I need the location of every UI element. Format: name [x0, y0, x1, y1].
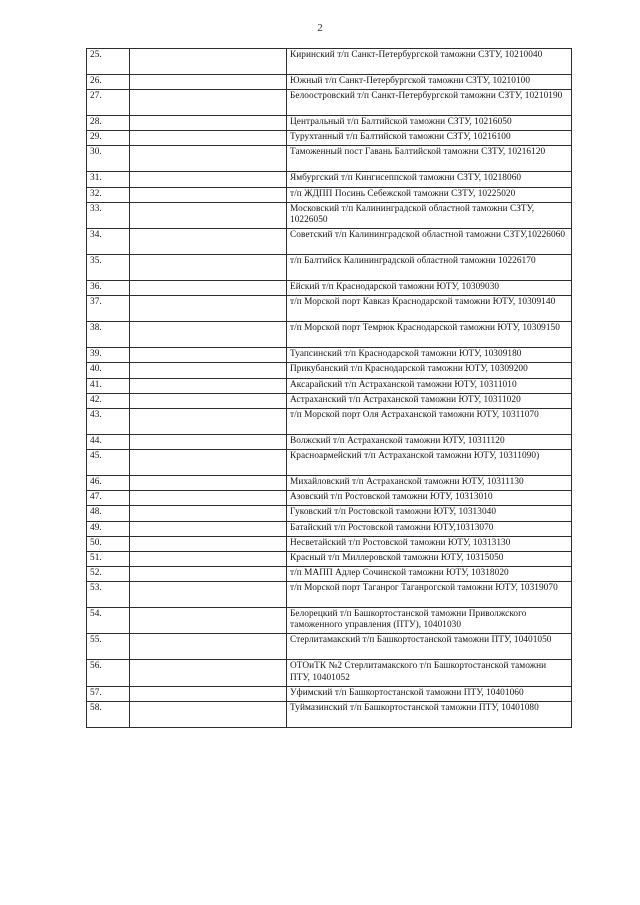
table-cell-description: Аксарайский т/п Астраханской таможни ЮТУ, 10311010 — [287, 378, 572, 393]
table-cell-number: 52. — [87, 566, 130, 581]
registry-table — [86, 48, 572, 728]
table-cell-blank — [130, 660, 287, 686]
table-cell-blank — [130, 582, 287, 608]
table-cell-blank — [130, 172, 287, 187]
table-row — [87, 686, 572, 701]
table-cell-description: ОТОиТК №2 Стерлитамакского т/п Башкортостанской таможни ПТУ, 10401052 — [287, 660, 572, 686]
table-cell-description: Центральный т/п Балтийской таможни СЗТУ, 10216050 — [287, 116, 572, 131]
table-cell-blank — [130, 608, 287, 634]
table-cell-number: 53. — [87, 582, 130, 608]
table-cell-blank — [130, 393, 287, 408]
table-row — [87, 322, 572, 348]
table-cell-description: Киринский т/п Санкт-Петербургской таможни СЗТУ, 10210040 — [287, 49, 572, 75]
table-cell-blank — [130, 187, 287, 202]
table-row — [87, 634, 572, 660]
table-cell-blank — [130, 566, 287, 581]
table-cell-description: Ямбургский т/п Кингисеппской таможни СЗТУ, 10218060 — [287, 172, 572, 187]
table-cell-number: 25. — [87, 49, 130, 75]
table-cell-description: т/п Морской порт Кавказ Краснодарской таможни ЮТУ, 10309140 — [287, 296, 572, 322]
table-row — [87, 551, 572, 566]
table-row — [87, 566, 572, 581]
table-cell-number: 30. — [87, 146, 130, 172]
table-cell-blank — [130, 434, 287, 449]
table-cell-description: Белорецкий т/п Башкортостанской таможни Приволжского таможенного управления (ПТУ), 10401030 — [287, 608, 572, 634]
table-cell-blank — [130, 49, 287, 75]
table-row — [87, 348, 572, 363]
table-row — [87, 187, 572, 202]
table-cell-blank — [130, 116, 287, 131]
table-cell-blank — [130, 363, 287, 378]
table-cell-number: 42. — [87, 393, 130, 408]
table-cell-number: 46. — [87, 476, 130, 491]
table-cell-number: 55. — [87, 634, 130, 660]
table-cell-description: Стерлитамакский т/п Башкортостанской таможни ПТУ, 10401050 — [287, 634, 572, 660]
table-row — [87, 146, 572, 172]
table-cell-description: Южный т/п Санкт-Петербургской таможни СЗТУ, 10210100 — [287, 75, 572, 90]
table-cell-blank — [130, 551, 287, 566]
table-row — [87, 90, 572, 116]
table-cell-number: 40. — [87, 363, 130, 378]
table-cell-blank — [130, 408, 287, 434]
table-cell-description: т/п ЖДПП Посинь Себежской таможни СЗТУ, 10225020 — [287, 187, 572, 202]
table-cell-number: 35. — [87, 255, 130, 281]
table-row — [87, 521, 572, 536]
table-row — [87, 378, 572, 393]
table-cell-number: 56. — [87, 660, 130, 686]
table-cell-blank — [130, 90, 287, 116]
table-row — [87, 281, 572, 296]
table-cell-blank — [130, 491, 287, 506]
table-row — [87, 701, 572, 727]
table-row — [87, 506, 572, 521]
page-number: 2 — [317, 22, 323, 34]
table-cell-number: 58. — [87, 701, 130, 727]
table-cell-number: 57. — [87, 686, 130, 701]
table-cell-blank — [130, 131, 287, 146]
table-cell-number: 49. — [87, 521, 130, 536]
table-cell-description: Гуковский т/п Ростовской таможни ЮТУ, 10313040 — [287, 506, 572, 521]
registry-table-container — [86, 48, 566, 728]
table-cell-blank — [130, 322, 287, 348]
table-cell-number: 34. — [87, 229, 130, 255]
table-cell-description: Уфимский т/п Башкортостанской таможни ПТУ, 10401060 — [287, 686, 572, 701]
table-row — [87, 296, 572, 322]
table-cell-number: 44. — [87, 434, 130, 449]
table-cell-blank — [130, 255, 287, 281]
table-cell-blank — [130, 296, 287, 322]
table-cell-number: 36. — [87, 281, 130, 296]
table-cell-description: Туймазинский т/п Башкортостанской таможни ПТУ, 10401080 — [287, 701, 572, 727]
table-row — [87, 116, 572, 131]
table-cell-number: 41. — [87, 378, 130, 393]
table-cell-description: Таможенный пост Гавань Балтийской таможни СЗТУ, 10216120 — [287, 146, 572, 172]
table-row — [87, 434, 572, 449]
table-cell-number: 29. — [87, 131, 130, 146]
table-cell-description: Советский т/п Калининградской областной таможни СЗТУ,10226060 — [287, 229, 572, 255]
table-cell-description: Волжский т/п Астраханской таможни ЮТУ, 10311120 — [287, 434, 572, 449]
table-cell-description: Прикубанский т/п Краснодарской таможни ЮТУ, 10309200 — [287, 363, 572, 378]
table-cell-description: Турухтанный т/п Балтийской таможни СЗТУ, 10216100 — [287, 131, 572, 146]
table-cell-blank — [130, 536, 287, 551]
table-cell-blank — [130, 701, 287, 727]
table-cell-description: Белоостровский т/п Санкт-Петербургской таможни СЗТУ, 10210190 — [287, 90, 572, 116]
table-row — [87, 476, 572, 491]
table-cell-number: 47. — [87, 491, 130, 506]
table-cell-description: т/п МАПП Адлер Сочинской таможни ЮТУ, 10318020 — [287, 566, 572, 581]
table-cell-description: т/п Морской порт Оля Астраханской таможни ЮТУ, 10311070 — [287, 408, 572, 434]
table-cell-blank — [130, 229, 287, 255]
table-cell-blank — [130, 450, 287, 476]
table-cell-number: 39. — [87, 348, 130, 363]
table-row — [87, 408, 572, 434]
table-cell-description: Ейский т/п Краснодарской таможни ЮТУ, 10309030 — [287, 281, 572, 296]
table-cell-number: 51. — [87, 551, 130, 566]
table-row — [87, 75, 572, 90]
table-cell-description: Несветайский т/п Ростовской таможни ЮТУ, 10313130 — [287, 536, 572, 551]
table-row — [87, 660, 572, 686]
table-cell-blank — [130, 686, 287, 701]
table-cell-number: 31. — [87, 172, 130, 187]
table-cell-description: т/п Морской порт Темрюк Краснодарской таможни ЮТУ, 10309150 — [287, 322, 572, 348]
table-cell-blank — [130, 146, 287, 172]
table-row — [87, 255, 572, 281]
table-cell-blank — [130, 378, 287, 393]
table-cell-blank — [130, 506, 287, 521]
table-cell-blank — [130, 521, 287, 536]
table-cell-blank — [130, 348, 287, 363]
table-cell-number: 48. — [87, 506, 130, 521]
table-row — [87, 49, 572, 75]
table-row — [87, 608, 572, 634]
table-row — [87, 363, 572, 378]
table-cell-number: 54. — [87, 608, 130, 634]
table-cell-number: 37. — [87, 296, 130, 322]
table-cell-description: т/п Морской порт Таганрог Таганрогской таможни ЮТУ, 10319070 — [287, 582, 572, 608]
table-cell-number: 26. — [87, 75, 130, 90]
table-cell-description: Астраханский т/п Астраханской таможни ЮТУ, 10311020 — [287, 393, 572, 408]
table-cell-blank — [130, 75, 287, 90]
table-cell-number: 43. — [87, 408, 130, 434]
table-row — [87, 393, 572, 408]
table-row — [87, 131, 572, 146]
table-cell-number: 38. — [87, 322, 130, 348]
table-cell-description: Азовский т/п Ростовской таможни ЮТУ, 10313010 — [287, 491, 572, 506]
table-row — [87, 450, 572, 476]
table-row — [87, 582, 572, 608]
table-cell-blank — [130, 202, 287, 228]
table-row — [87, 491, 572, 506]
table-cell-description: Туапсинский т/п Краснодарской таможни ЮТУ, 10309180 — [287, 348, 572, 363]
registry-table-body — [87, 49, 572, 728]
table-cell-number: 50. — [87, 536, 130, 551]
table-cell-number: 32. — [87, 187, 130, 202]
table-cell-description: Красный т/п Миллеровской таможни ЮТУ, 10315050 — [287, 551, 572, 566]
table-cell-number: 33. — [87, 202, 130, 228]
table-cell-description: Красноармейский т/п Астраханской таможни ЮТУ, 10311090) — [287, 450, 572, 476]
table-cell-description: Михайловский т/п Астраханской таможни ЮТУ, 10311130 — [287, 476, 572, 491]
table-cell-description: Московский т/п Калининградской областной таможни СЗТУ, 10226050 — [287, 202, 572, 228]
table-cell-number: 45. — [87, 450, 130, 476]
table-row — [87, 229, 572, 255]
table-row — [87, 202, 572, 228]
table-cell-number: 27. — [87, 90, 130, 116]
table-cell-number: 28. — [87, 116, 130, 131]
table-cell-description: Батайский т/п Ростовской таможни ЮТУ,10313070 — [287, 521, 572, 536]
table-cell-description: т/п Балтийск Калининградской областной таможни 10226170 — [287, 255, 572, 281]
table-cell-blank — [130, 281, 287, 296]
table-row — [87, 536, 572, 551]
table-row — [87, 172, 572, 187]
table-cell-blank — [130, 476, 287, 491]
table-cell-blank — [130, 634, 287, 660]
